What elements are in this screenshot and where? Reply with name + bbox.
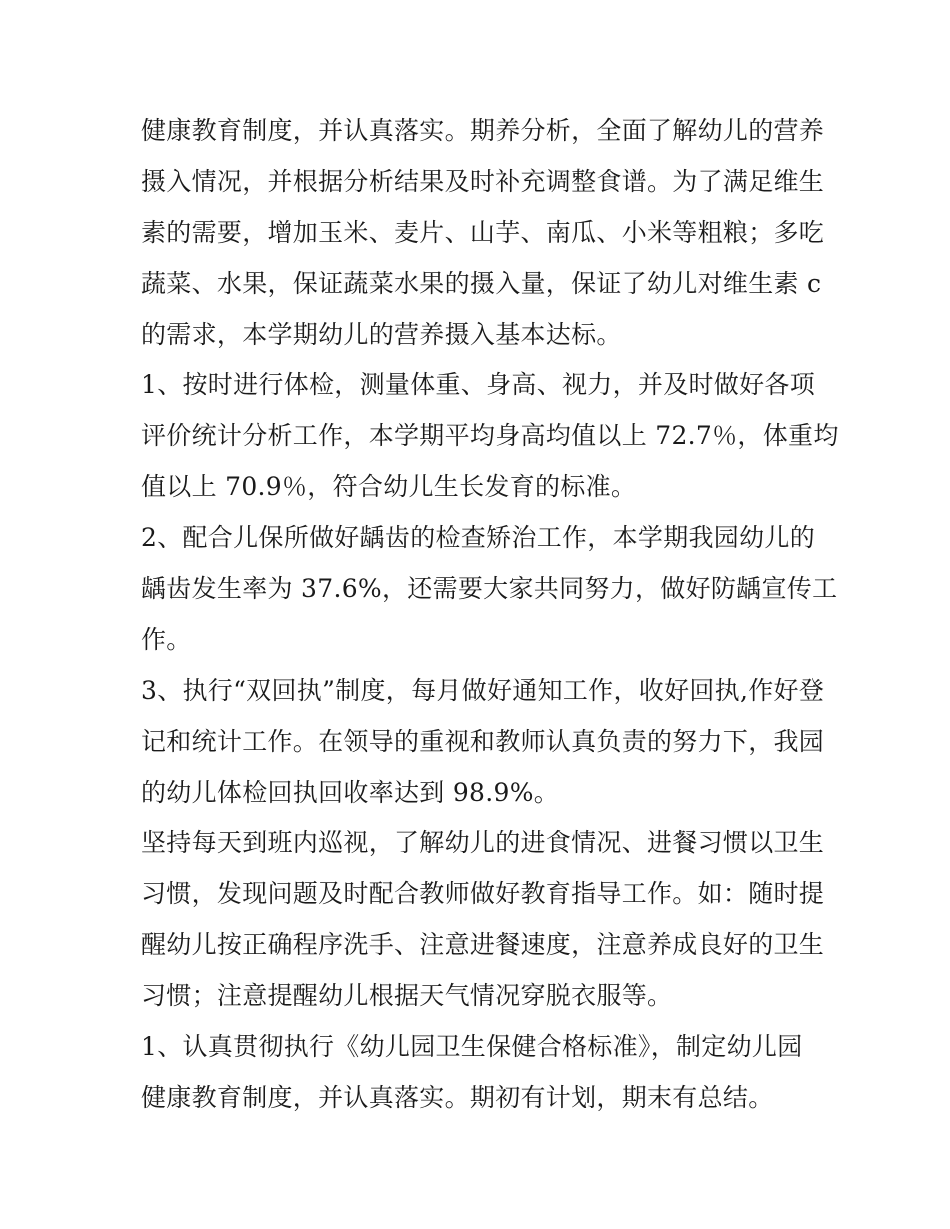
text-line: 2、配合儿保所做好龋齿的检查矫治工作，本学期我园幼儿的 <box>141 523 816 553</box>
paragraph-dental <box>141 513 838 666</box>
text-line: 值以上 70.9％，符合幼儿生长发育的标准。 <box>141 472 637 502</box>
text-line: 坚持每天到班内巡视，了解幼儿的进食情况、进餐习惯以卫生 <box>141 828 825 858</box>
paragraph-receipt <box>141 666 825 819</box>
text-line: 素的需要，增加玉米、麦片、山芋、南瓜、小米等粗粮；多吃 <box>141 217 825 247</box>
text-line: 的需求，本学期幼儿的营养摄入基本达标。 <box>141 319 622 349</box>
paragraph-inspection <box>141 818 825 1022</box>
text-line: 习惯，发现问题及时配合教师做好教育指导工作。如：随时提 <box>141 879 825 909</box>
text-line: 1、认真贯彻执行《幼儿园卫生保健合格标准》，制定幼儿园 <box>141 1032 803 1062</box>
text-line: 3、执行“双回执”制度，每月做好通知工作，收好回执,作好登 <box>141 675 825 705</box>
text-line: 醒幼儿按正确程序洗手、注意进餐速度，注意养成良好的卫生 <box>141 930 825 960</box>
text-line: 作。 <box>141 624 192 654</box>
paragraph-nutrition <box>141 106 825 360</box>
text-line: 1、按时进行体检，测量体重、身高、视力，并及时做好各项 <box>141 370 816 400</box>
text-line: 的幼儿体检回执回收率达到 98.9%。 <box>141 777 560 807</box>
text-line: 记和统计工作。在领导的重视和教师认真负责的努力下，我园 <box>141 726 825 756</box>
text-line: 摄入情况，并根据分析结果及时补充调整食谱。为了满足维生 <box>141 166 825 196</box>
document-body <box>141 106 839 1124</box>
text-line: 蔬菜、水果，保证蔬菜水果的摄入量，保证了幼儿对维生素 c <box>141 268 822 298</box>
text-line: 习惯；注意提醒幼儿根据天气情况穿脱衣服等。 <box>141 981 673 1011</box>
text-line: 健康教育制度，并认真落实。期初有计划，期末有总结。 <box>141 1082 774 1112</box>
text-line: 评价统计分析工作，本学期平均身高均值以上 72.7％，体重均 <box>141 421 839 451</box>
paragraph-standards <box>141 1022 821 1124</box>
text-line: 龋齿发生率为 37.6%，还需要大家共同努力，做好防龋宣传工 <box>141 574 838 604</box>
paragraph-checkup <box>141 360 839 513</box>
text-line: 健康教育制度，并认真落实。期养分析，全面了解幼儿的营养 <box>141 116 825 145</box>
